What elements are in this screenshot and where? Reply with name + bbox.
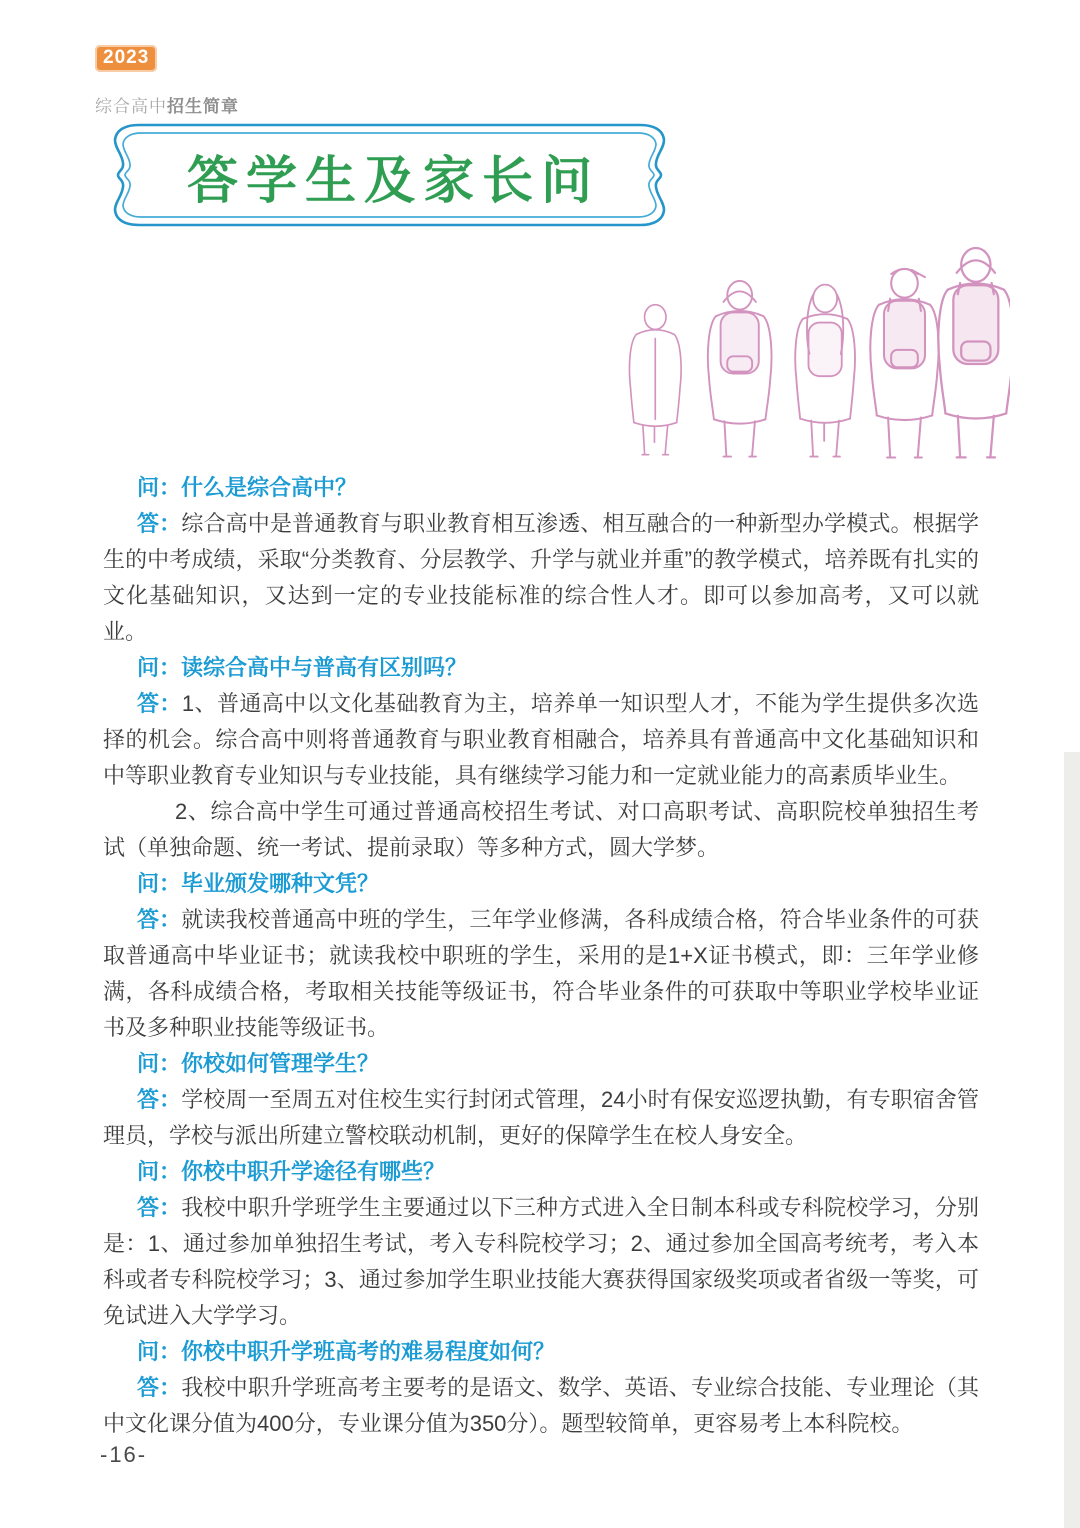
answer-2 — [103, 686, 979, 794]
question-5: 问：你校中职升学途径有哪些？ — [137, 1159, 446, 1184]
answer-text: 我校中职升学班高考主要考的是语文、数学、英语、专业综合技能、专业理论（其中文化课分值为400分，专业课分值为350分）。题型较简单，更容易考上本科院校。 — [103, 1375, 979, 1436]
student-figure — [708, 281, 772, 457]
answer-text: 就读我校普通高中班的学生，三年学业修满，各科成绩合格，符合毕业条件的可获取普通高中毕业证书；就读我校中职班的学生，采用的是1+X证书模式，即：三年学业修满，各科成绩合格，考取相关技能等级证书，符合毕业条件的可获取中等职业学校毕业证书及多种职业技能等级证书。 — [103, 907, 979, 1040]
answer-1 — [103, 506, 979, 650]
answer-2-part2 — [103, 794, 979, 866]
answer-text: 1、普通高中以文化基础教育为主，培养单一知识型人才，不能为学生提供多次选择的机会。综合高中则将普通教育与职业教育相融合，培养具有普通高中文化基础知识和中等职业教育专业知识与专业技能，具有继续学习能力和一定就业能力的高素质毕业生。 — [103, 691, 979, 788]
answer-prefix: 答： — [137, 1375, 182, 1400]
answer-4 — [103, 1082, 979, 1154]
title-frame — [103, 118, 676, 232]
page-number: -16- — [100, 1442, 148, 1467]
student-figure — [629, 305, 681, 455]
answer-prefix: 答： — [137, 511, 182, 536]
answer-prefix: 答： — [137, 1195, 182, 1220]
brochure-brandline — [95, 92, 239, 117]
student-figure — [870, 269, 938, 458]
answer-6 — [103, 1370, 979, 1442]
question-4: 问：你校如何管理学生？ — [137, 1051, 380, 1076]
question-6: 问：你校中职升学班高考的难易程度如何？ — [137, 1339, 556, 1364]
brand-bold-text: 招生简章 — [167, 97, 239, 116]
question-1: 问：什么是综合高中？ — [137, 475, 358, 500]
answer-text: 我校中职升学班学生主要通过以下三种方式进入全日制本科或专科院校学习，分别是：1、通过参加单独招生考试，考入专科院校学习；2、通过参加全国高考统考，考入本科或者专科院校学习；3、通过参加学生职业技能大赛获得国家级奖项或者省级一等奖，可免试进入大学学习。 — [103, 1195, 979, 1328]
answer-prefix: 答： — [137, 1087, 182, 1112]
page-edge-strip — [1064, 752, 1080, 1528]
page-title: 答学生及家长问 — [186, 151, 600, 211]
answer-text: 学校周一至周五对住校生实行封闭式管理，24小时有保安巡逻执勤，有专职宿舍管理员，学校与派出所建立警校联动机制，更好的保障学生在校人身安全。 — [103, 1087, 979, 1148]
question-2: 问：读综合高中与普高有区别吗？ — [137, 655, 468, 680]
answer-5 — [103, 1190, 979, 1334]
answer-3 — [103, 902, 979, 1046]
student-figure — [795, 285, 855, 457]
answer-prefix: 答： — [137, 907, 182, 932]
answer-text: 综合高中是普通教育与职业教育相互渗透、相互融合的一种新型办学模式。根据学生的中考成绩，采取“分类教育、分层教学、升学与就业并重”的教学模式，培养既有扎实的文化基础知识，又达到一定的专业技能标准的综合性人才。即可以参加高考，又可以就业。 — [103, 511, 979, 644]
answer-prefix: 答： — [137, 691, 182, 716]
question-3: 问：毕业颁发哪种文凭？ — [137, 871, 380, 896]
students-illustration — [598, 242, 1010, 464]
answer-text: 2、综合高中学生可通过普通高校招生考试、对口高职考试、高职院校单独招生考试（单独命题、统一考试、提前录取）等多种方式，圆大学梦。 — [103, 799, 979, 860]
brand-light-text: 综合高中 — [95, 97, 167, 116]
student-figure — [938, 248, 1010, 457]
qa-content — [103, 470, 979, 1442]
year-badge: 2023 — [95, 45, 157, 72]
